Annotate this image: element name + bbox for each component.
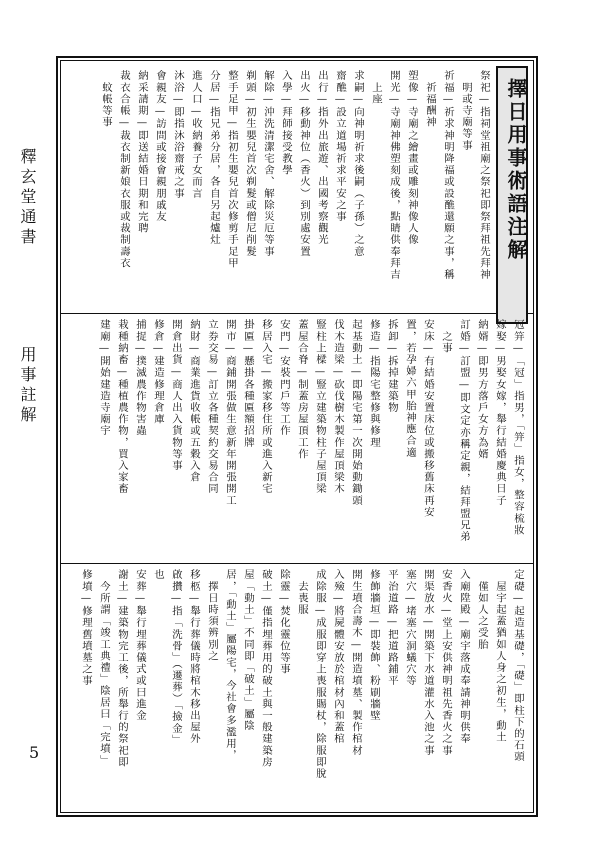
entry-column: 入學—拜師接受教學 (280, 70, 292, 176)
entry-column: 移柩—舉行葬儀時將棺木移出屋外 (188, 569, 200, 745)
entry-column: 裁衣合帳—裁衣制新娘衣服或裁制壽衣 (118, 70, 130, 269)
entry-column: 蓋屋合脊—制蓋房屋頂工作 (296, 319, 308, 460)
entry-column: 伐木造梁—砍伐樹木製作屋頂梁木 (332, 319, 344, 495)
entry-column: 解除—沖洗清潔宅舍、解除災厄等事 (262, 70, 274, 258)
entry-column: 明或寺廟等事 (460, 70, 472, 152)
entry-column: 開光—寺廟神佛塑刻成後，點睛供奉拜吉 (388, 70, 400, 281)
entry-column: 開倉出貨—商人出入貨物等事 (170, 319, 182, 472)
entry-column: 栽種納畜—種植農作物，買入家畜 (116, 319, 128, 495)
entry-column: 僅如人之受胎 (476, 569, 488, 651)
entry-column: 整手足甲—指初生嬰兒首次修剪手足甲 (226, 70, 238, 269)
entry-column: 修飾牆垣—即裝飾、粉刷牆壁 (368, 569, 380, 722)
section-divider-2 (60, 563, 534, 564)
entry-column: 嫁娶—男娶女嫁，舉行結婚慶典日子 (494, 319, 506, 507)
entry-column: 塞穴—堵塞穴洞蟻穴等 (404, 569, 416, 687)
entry-column: 上座 (370, 70, 382, 105)
entry-column: 破土—僅指埋葬用的破土與一般建築房 (260, 569, 272, 768)
entry-column: 修倉—建造修理倉庫 (152, 319, 164, 425)
entry-column: 修造—指陽宅整修與修理 (368, 319, 380, 449)
entry-column: 豎柱上樑—豎立建築物柱子屋頂梁 (314, 319, 326, 495)
entry-column: 分居—指兄弟分居，各自另起爐灶 (208, 70, 220, 246)
entry-column: 納財—商業進貨收帳或五穀入倉 (188, 319, 200, 483)
entry-column: 沐浴—即指沐浴齋戒之事 (172, 70, 184, 200)
entry-column: 安香火—堂上安供神明祖先香火之事 (440, 569, 452, 757)
entry-column: 進人口—收納養子女而言 (190, 70, 202, 200)
entry-column: 納采請期—即送結婚日期和完聘 (136, 70, 148, 234)
entry-column: 入殮—將屍體安放於棺材內和蓋棺 (332, 569, 344, 745)
book-title: 釋玄堂通書 (18, 148, 37, 248)
entry-column: 擇日時須辨別之 (206, 569, 218, 662)
entry-column: 剃頭—初生嬰兒首次剃髮或僧尼削髮 (244, 70, 256, 258)
entry-column: 祈福—祈求神明降福或設醮還願之事，稱 (442, 70, 454, 281)
entry-column: 起基動土—即陽宅第一次開始動鋤頭 (350, 319, 362, 507)
entry-column: 掛匾—懸掛各種匾額招牌 (242, 319, 254, 449)
entry-column: 建廟—開始建造寺廟宇 (98, 319, 110, 437)
entry-column: 去喪服 (296, 569, 308, 616)
entry-column: 齋醮—設立道場祈求平安之事 (334, 70, 346, 223)
entry-column: 屋宇起蓋猶如人身之初生，動土 (494, 569, 506, 743)
entry-column: 開生墳合壽木—開造墳墓、製作棺材 (350, 569, 362, 757)
entry-column: 安門—安裝門戶等工作 (278, 319, 290, 437)
entry-column: 安床—有結婚安置床位或搬移舊床再安 (422, 319, 434, 518)
entry-column: 捕捉—撲滅農作物害蟲 (134, 319, 146, 437)
entry-column: 置，若孕婦六甲胎神應合適 (404, 319, 416, 459)
heading: 擇日用事術語注解 (504, 78, 528, 262)
section-divider-1 (60, 313, 534, 314)
entry-column: 立券交易—訂立各種契約交易合同 (206, 319, 218, 495)
entry-column: 求嗣—向神明祈求後嗣（子孫）之意 (352, 70, 364, 258)
entry-column: 謝土—建築物完工後，所舉行的祭祀即 (116, 569, 128, 768)
entry-column: 納婿—即男方落戶女方為婿 (476, 319, 488, 460)
entry-column: 冠笄—「冠」指男，「笄」指女，整容梳妝 (512, 319, 524, 536)
entry-column: 出火—移動神位（香火）到別處安置 (298, 70, 310, 258)
section-title: 用事註解 (18, 346, 37, 426)
entry-column: 祈福酬神 (424, 70, 436, 128)
entry-column: 安葬—舉行埋葬儀式或曰進金 (134, 569, 146, 722)
entry-column: 入廟陞殿—廟宇落成奉請神明供奉 (458, 569, 470, 745)
entry-column: 也 (152, 569, 164, 581)
heading-box (496, 66, 528, 324)
entry-column: 會親友—訪問或接會親朋戚友 (154, 70, 166, 223)
entry-column: 之事 (440, 319, 452, 354)
entry-column: 平治道路—把道路鋪平 (386, 569, 398, 687)
entry-column: 開渠放水—開築下水道灌水入池之事 (422, 569, 434, 757)
entry-column: 居，「動土」屬陽宅，今社會多濫用， (224, 569, 236, 761)
entry-column: 拆卸—拆掉建築物 (386, 319, 398, 414)
entry-column: 啟攢—指「洗骨」（遷葬）「撿金」 (170, 569, 182, 746)
entry-column: 訂婚—訂盟—即文定亦稱定親，結拜盟兄弟 (458, 319, 470, 543)
entry-column: 塑像—寺廟之繪畫或雕刻神像人像 (406, 70, 418, 246)
entry-column: 祭祀—指祠堂祖廟之祭祀即祭拜祖先拜神 (478, 70, 490, 281)
entry-column: 成除服—成服即穿上喪服賜杖，除服即脫 (314, 569, 326, 780)
page-number: 5 (29, 743, 40, 762)
entry-column: 移居入宅—搬家移住所或進入新宅 (260, 319, 272, 495)
entry-column: 今所謂「竣工典禮」陰居曰「完墳」 (98, 569, 110, 767)
entry-column: 出行—指外出旅遊、出國考察觀光 (316, 70, 328, 246)
entry-column: 蚊帳等事 (100, 70, 112, 128)
entry-column: 修墳—修理舊墳墓之事 (80, 569, 92, 687)
entry-column: 除靈—焚化靈位等事 (278, 569, 290, 675)
entry-column: 開市—商鋪開張做生意新年開張開工 (224, 319, 236, 507)
entry-column: 定礎—起造基礎，「礎」即柱下的石頭 (512, 569, 524, 763)
entry-column: 屋「動土」不同即「破土」屬陰 (242, 569, 254, 732)
